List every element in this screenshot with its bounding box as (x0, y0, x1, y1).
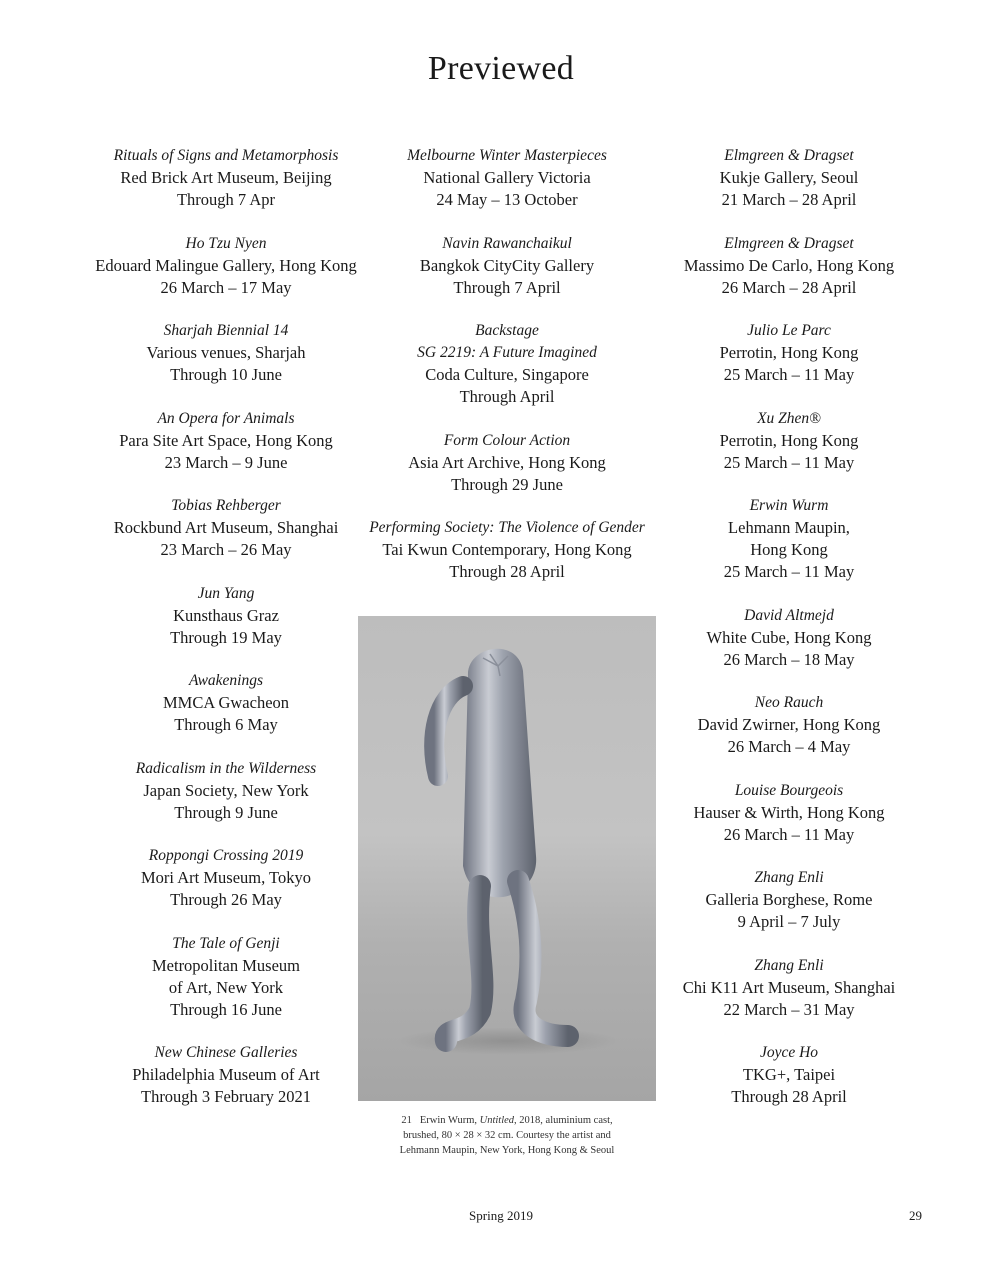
issue-label: Spring 2019 (469, 1208, 533, 1223)
exhibition-dates: Through 28 April (731, 1087, 847, 1106)
listing-entry (639, 1042, 939, 1108)
listing-entry (76, 583, 376, 649)
exhibition-dates: 26 March – 28 April (721, 277, 857, 297)
sausage-figure-sculpture (358, 616, 656, 1101)
exhibition-title: Jun Yang (197, 584, 255, 602)
exhibition-venue: Tai Kwun Contemporary, Hong Kong (382, 540, 632, 559)
exhibition-dates: 23 March – 26 May (160, 540, 292, 559)
exhibition-dates: Through 29 June (451, 474, 563, 494)
caption-work-title: Untitled (479, 1115, 515, 1126)
exhibition-dates: 26 March – 18 May (723, 649, 855, 669)
exhibition-title: Tobias Rehberger (171, 497, 281, 514)
sculpture-photo (358, 616, 656, 1101)
exhibition-venue: TKG+, Taipei (742, 1065, 836, 1084)
exhibition-dates: 24 May – 13 October (436, 190, 578, 209)
exhibition-dates: 22 March – 31 May (723, 999, 855, 1019)
listing-entry (76, 233, 376, 299)
exhibition-venue: Japan Society, New York (143, 780, 309, 800)
page-number: 29 (909, 1208, 922, 1223)
exhibition-venue: MMCA Gwacheon (162, 693, 290, 712)
listing-entry (76, 758, 376, 824)
exhibition-venue: Kunsthaus Graz (173, 605, 279, 625)
exhibition-venue: Various venues, Sharjah (146, 343, 306, 362)
exhibition-dates: 26 March – 17 May (160, 277, 292, 297)
page-title: Previewed (427, 50, 575, 87)
exhibition-venue: Massimo De Carlo, Hong Kong (683, 255, 895, 275)
exhibition-venue: Mori Art Museum, Tokyo (141, 868, 311, 887)
exhibition-venue: Hauser & Wirth, Hong Kong (693, 802, 885, 822)
exhibition-venue: White Cube, Hong Kong (706, 627, 872, 647)
exhibition-title: Form Colour Action (443, 431, 571, 449)
exhibition-dates: 25 March – 11 May (723, 562, 855, 581)
listing-entry (639, 320, 939, 386)
exhibition-dates: Through 7 April (453, 277, 561, 297)
listing-entry (639, 955, 939, 1021)
listing-entry (76, 933, 376, 1021)
exhibition-venue: Hong Kong (750, 540, 828, 559)
exhibition-title: Joyce Ho (759, 1044, 819, 1061)
exhibition-title: David Altmejd (744, 606, 834, 624)
caption-details-3: Lehmann Maupin, New York, Hong Kong & Seoul (399, 1145, 615, 1156)
listing-entry (357, 320, 657, 408)
exhibition-venue: Kukje Gallery, Seoul (719, 168, 859, 187)
listing-column-3 (639, 145, 939, 1130)
exhibition-title: Backstage (475, 322, 539, 339)
exhibition-title: Zhang Enli (754, 956, 824, 974)
listing-entry (357, 517, 657, 583)
exhibition-dates: Through 19 May (170, 627, 282, 647)
exhibition-title: Performing Society: The Violence of Gender (369, 519, 645, 536)
listing-entry (639, 780, 939, 846)
listing-entry (639, 145, 939, 211)
exhibition-dates: Through 3 February 2021 (140, 1087, 311, 1106)
exhibition-title: Awakenings (188, 672, 264, 689)
exhibition-title: Neo Rauch (754, 694, 824, 711)
exhibition-venue: Coda Culture, Singapore (425, 365, 589, 384)
exhibition-dates: Through 7 Apr (176, 190, 276, 209)
exhibition-dates: Through 10 June (170, 365, 282, 384)
caption-details-1: , 2018, aluminium cast, (514, 1115, 613, 1126)
exhibition-title: The Tale of Genji (172, 934, 280, 952)
exhibition-dates: Through 28 April (449, 562, 565, 581)
listing-entry (639, 233, 939, 299)
exhibition-title: Melbourne Winter Masterpieces (407, 147, 607, 164)
exhibition-dates: Through 26 May (170, 890, 282, 909)
listing-column-1 (76, 145, 376, 1130)
exhibition-venue: Chi K11 Art Museum, Shanghai (682, 977, 896, 997)
exhibition-dates: 26 March – 11 May (723, 824, 855, 844)
exhibition-title: Roppongi Crossing 2019 (148, 847, 304, 864)
listing-entry (76, 845, 376, 911)
exhibition-title: Elmgreen & Dragset (724, 234, 854, 252)
exhibition-title: Ho Tzu Nyen (185, 234, 267, 252)
listing-entry (357, 430, 657, 496)
exhibition-venue: Metropolitan Museum (151, 955, 301, 975)
exhibition-venue: of Art, New York (168, 977, 284, 997)
exhibition-title: Xu Zhen® (757, 409, 821, 427)
exhibition-venue: National Gallery Victoria (423, 168, 591, 187)
listing-entry (76, 495, 376, 561)
exhibition-title: Sharjah Biennial 14 (163, 322, 289, 339)
exhibition-dates: 21 March – 28 April (721, 190, 857, 209)
listing-column-2 (357, 145, 657, 605)
exhibition-dates: Through April (459, 387, 555, 406)
exhibition-title: Louise Bourgeois (734, 781, 844, 799)
exhibition-subtitle: SG 2219: A Future Imagined (417, 344, 597, 361)
exhibition-venue: Edouard Malingue Gallery, Hong Kong (95, 255, 357, 275)
exhibition-venue: Asia Art Archive, Hong Kong (408, 452, 606, 472)
exhibition-venue: Perrotin, Hong Kong (719, 430, 859, 450)
exhibition-venue: Perrotin, Hong Kong (719, 343, 859, 362)
exhibition-venue: Philadelphia Museum of Art (132, 1065, 320, 1084)
exhibition-dates: 26 March – 4 May (727, 737, 851, 756)
listing-entry (76, 145, 376, 211)
listing-entry (357, 233, 657, 299)
exhibition-dates: 23 March – 9 June (164, 452, 288, 472)
exhibition-title: New Chinese Galleries (154, 1044, 298, 1061)
listing-entry (639, 867, 939, 933)
exhibition-title: Erwin Wurm (749, 497, 829, 514)
listing-entry (76, 670, 376, 736)
listing-entry (76, 408, 376, 474)
exhibition-venue: Rockbund Art Museum, Shanghai (113, 518, 339, 537)
exhibition-title: Elmgreen & Dragset (724, 147, 854, 164)
listing-entry (639, 495, 939, 583)
listing-entry (76, 320, 376, 386)
figure-caption (358, 1113, 656, 1158)
exhibition-title: Julio Le Parc (747, 322, 831, 339)
caption-artist: Erwin Wurm, (419, 1115, 477, 1126)
exhibition-title: Navin Rawanchaikul (442, 234, 572, 252)
exhibition-venue: Bangkok CityCity Gallery (419, 255, 595, 275)
exhibition-dates: Through 9 June (174, 802, 278, 822)
exhibition-dates: 25 March – 11 May (723, 365, 855, 384)
exhibition-dates: Through 16 June (170, 999, 282, 1019)
caption-details-2: brushed, 80 × 28 × 32 cm. Courtesy the artist and (403, 1130, 611, 1141)
listing-entry (357, 145, 657, 211)
exhibition-venue: Galleria Borghese, Rome (705, 890, 873, 909)
listing-entry (76, 1042, 376, 1108)
figure-number: 21 (401, 1115, 412, 1126)
exhibition-dates: 25 March – 11 May (723, 452, 855, 472)
exhibition-venue: Red Brick Art Museum, Beijing (120, 168, 332, 187)
listing-entry (639, 692, 939, 758)
exhibition-title: Rituals of Signs and Metamorphosis (113, 147, 339, 164)
listing-entry (639, 605, 939, 671)
exhibition-venue: David Zwirner, Hong Kong (697, 715, 881, 734)
listing-entry (639, 408, 939, 474)
exhibition-venue: Para Site Art Space, Hong Kong (119, 430, 333, 450)
exhibition-title: Zhang Enli (754, 869, 824, 886)
exhibition-title: Radicalism in the Wilderness (135, 759, 317, 777)
exhibition-dates: 9 April – 7 July (737, 912, 841, 931)
exhibition-venue: Lehmann Maupin, (728, 518, 850, 537)
exhibition-dates: Through 6 May (174, 715, 278, 734)
exhibition-title: An Opera for Animals (157, 409, 295, 427)
